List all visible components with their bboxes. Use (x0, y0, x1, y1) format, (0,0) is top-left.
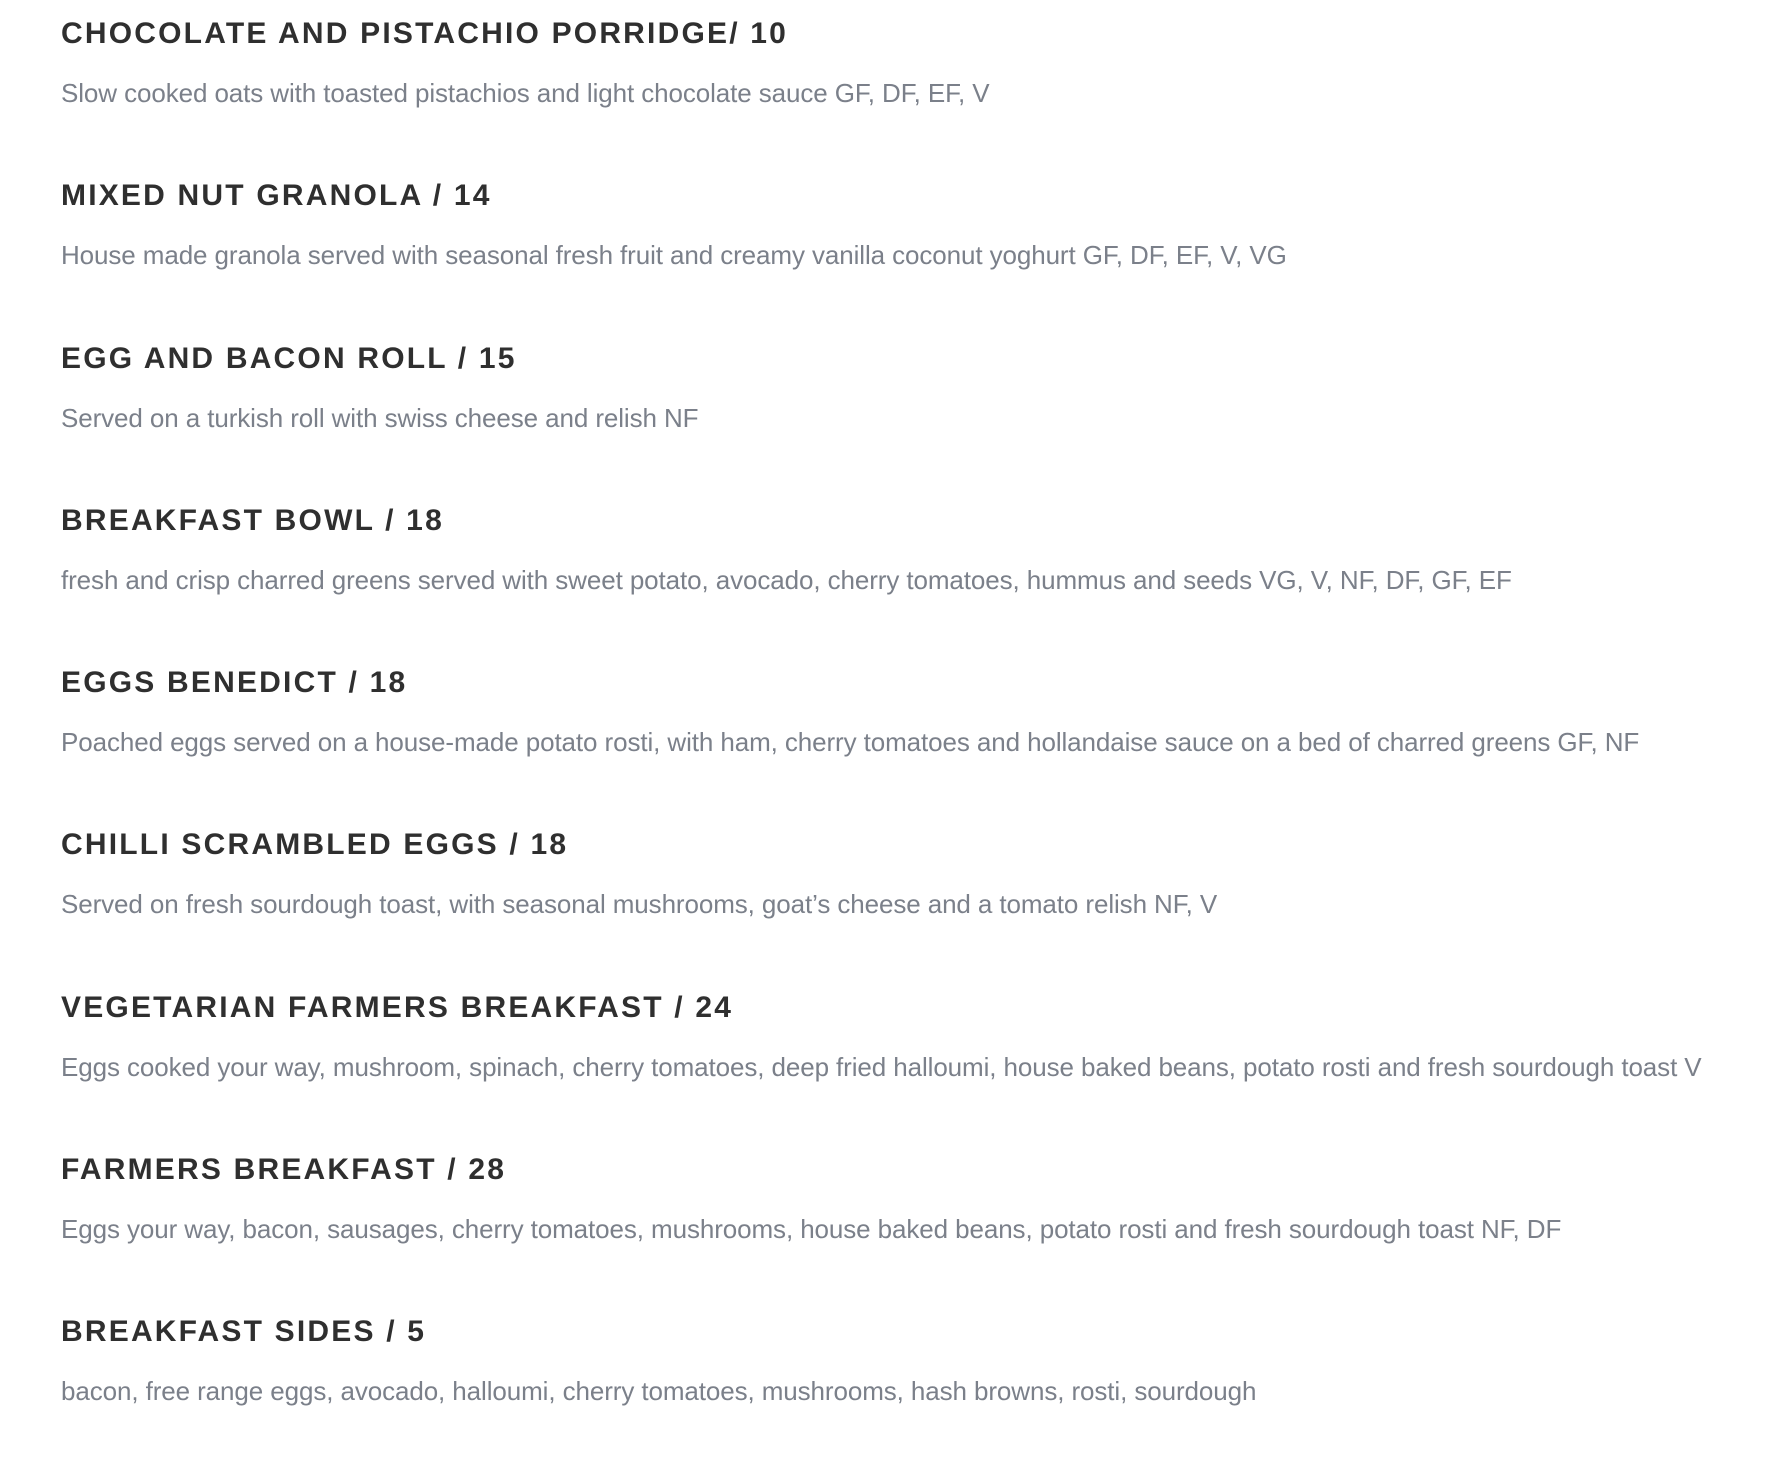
menu-item-description: Served on a turkish roll with swiss cheese and relish NF (61, 402, 699, 433)
menu-item-description: Eggs your way, bacon, sausages, cherry tomatoes, mushrooms, house baked beans, potato rosti and fresh sourdough toast NF, DF (61, 1214, 1562, 1245)
menu-item-egg-and-bacon-roll (61, 339, 1761, 501)
menu-item-description: Slow cooked oats with toasted pistachios and light chocolate sauce GF, DF, EF, V (61, 78, 990, 108)
menu-item-breakfast-sides (61, 1312, 1761, 1474)
menu-item-description: House made granola served with seasonal fresh fruit and creamy vanilla coconut yoghurt GF, DF, EF, V, VG (61, 240, 1287, 271)
breakfast-menu (61, 14, 1761, 1475)
menu-item-description: Eggs cooked your way, mushroom, spinach, cherry tomatoes, deep fried halloumi, house baked beans, potato rosti and fresh sourdough toast V (61, 1051, 1702, 1082)
menu-item-vegetarian-farmers-breakfast (61, 988, 1761, 1150)
menu-item-mixed-nut-granola (61, 176, 1761, 338)
menu-item-description: bacon, free range eggs, avocado, halloumi, cherry tomatoes, mushrooms, hash browns, rosti, sourdough (61, 1376, 1257, 1407)
menu-item-eggs-benedict (61, 663, 1761, 825)
menu-item-title: BREAKFAST BOWL / 18 (61, 503, 444, 537)
menu-item-title: FARMERS BREAKFAST / 28 (61, 1153, 507, 1187)
menu-item-description: Poached eggs served on a house-made potato rosti, with ham, cherry tomatoes and hollandaise sauce on a bed of charred greens GF, NF (61, 727, 1640, 758)
menu-item-title: CHOCOLATE AND PISTACHIO PORRIDGE/ 10 (61, 17, 789, 50)
menu-item-title: BREAKFAST SIDES / 5 (61, 1315, 427, 1349)
menu-item-breakfast-bowl (61, 501, 1761, 663)
menu-item-title: EGG AND BACON ROLL / 15 (61, 341, 517, 375)
menu-item-description: Served on fresh sourdough toast, with seasonal mushrooms, goat’s cheese and a tomato relish NF, V (61, 889, 1218, 920)
menu-item-title: MIXED NUT GRANOLA / 14 (61, 179, 492, 213)
menu-item-farmers-breakfast (61, 1150, 1761, 1312)
menu-item-description: fresh and crisp charred greens served with sweet potato, avocado, cherry tomatoes, hummus and seeds VG, V, NF, DF, GF, EF (61, 564, 1512, 595)
menu-item-title: CHILLI SCRAMBLED EGGS / 18 (61, 828, 569, 862)
menu-item-chocolate-pistachio-porridge (61, 14, 1761, 176)
menu-item-title: VEGETARIAN FARMERS BREAKFAST / 24 (61, 990, 734, 1024)
menu-item-chilli-scrambled-eggs (61, 825, 1761, 987)
menu-item-title: EGGS BENEDICT / 18 (61, 666, 408, 700)
